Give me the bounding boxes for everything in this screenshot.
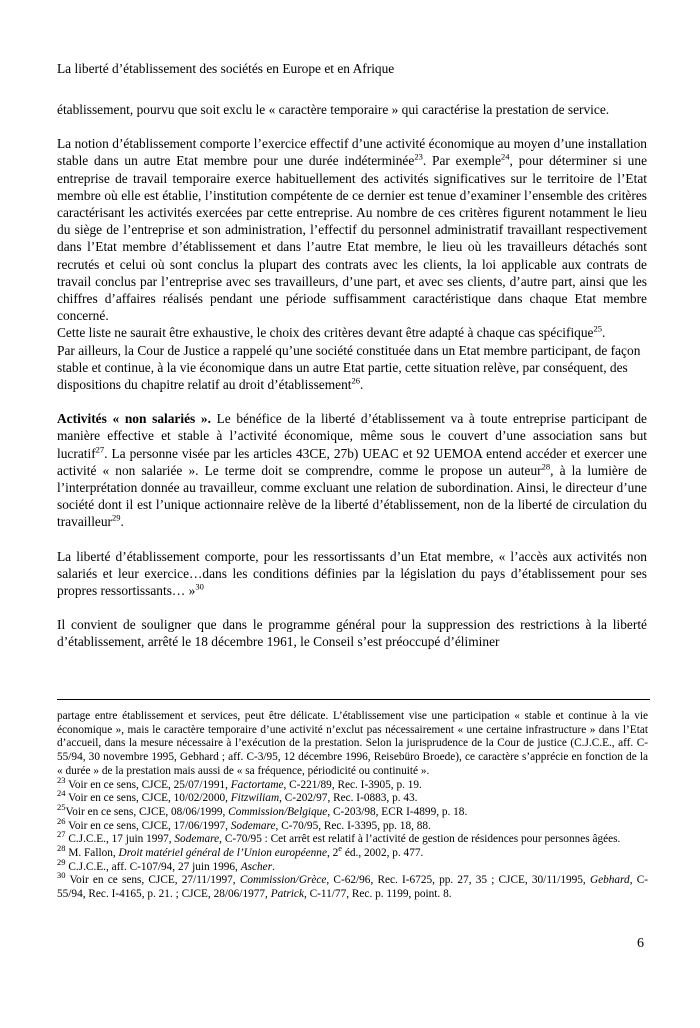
footnote-ref-24[interactable]: 24	[501, 151, 510, 162]
footnote-ref-30[interactable]: 30	[195, 581, 204, 592]
footnote-27: $^{27}$ C.J.C.E., 17 juin 1997, Sodemare, C-70/95 : Cet arrêt est relatif à l’activité de gestion de résidences pour personnes âgées.	[57, 829, 621, 846]
footnote-ref-25[interactable]: 25	[593, 323, 602, 334]
body-text	[57, 101, 647, 651]
section-heading-activites: Activités « non salariés ».	[57, 411, 211, 427]
footnote-ref-29[interactable]: 29	[112, 513, 121, 523]
footnote-ref-28[interactable]: 28	[541, 461, 551, 472]
footnote-23: $^{23}$ Voir en ce sens, CJCE, 25/07/1991, Factortame, C-221/89, Rec. I-3905, p. 19.	[57, 774, 422, 791]
paragraph-7: Il convient de souligner que dans le programme général pour la suppression des restrictions à la liberté d’établissement, arrêté le 18 décembre 1961, le Conseil s’est préoccupé d’éliminer	[57, 617, 647, 650]
footnote-29: $^{29}$ C.J.C.E., aff. C-107/94, 27 juin 1996, Ascher.	[57, 856, 275, 873]
paragraph-1: établissement, pourvu que soit exclu le « caractère temporaire » qui caractérise la prestation de service.	[57, 102, 610, 117]
paragraph-5: Activités « non salariés ». Le bénéfice de la liberté d’établissement va à toute entreprise participant de manière effective et stable à l’activité économique, même sous le couvert d’une association sans but lucratif$^{27}$. La personne visée par les articles 43CE, 27b) UEAC et 92 UEMOA entend accéder et exercer une activité « non salariée ». Le terme doit se comprendre, comme le propose un auteur$^{28}$, à la lumière de l’interprétation donnée au travailleur, comme excluant une relation de subordination. Ainsi, le directeur d’une société dont il est l’unique actionnaire relève de la liberté d’établissement, non de la liberté de circulation du travailleur$^{29}$.	[57, 411, 648, 530]
footnote-26: $^{26}$ Voir en ce sens, CJCE, 17/06/1997, Sodemare, C-70/95, Rec. I-3395, pp. 18, 88.	[57, 815, 431, 832]
page-number: 6	[637, 936, 644, 951]
paragraph-3: Cette liste ne saurait être exhaustive, le choix des critères devant être adapté à chaque cas spécifique$^{25}$.	[57, 323, 606, 341]
footnote-28: $^{28}$ M. Fallon, Droit matériel général de l’Union européenne, 2e éd., 2002, p. 477.	[57, 843, 424, 860]
paragraph-2: La notion d’établissement comporte l’exercice effectif d’une activité économique au moyen d’une installation stable dans un autre Etat membre pour une durée indéterminée$^{23}$. Par exemple$^{24}$, pour déterminer si une entreprise de travail temporaire exerce habituellement des activités significatives sur le territoire de l’Etat membre où elle est établie, l’institution compétente de ce dernier est tenue d’examiner l’ensemble des critères caractérisant les activités exercées par cette entreprise. Au nombre de ces critères figurent notamment le lieu du siège de l’entreprise et son administration, l’effectif du personnel administratif travaillant respectivement dans l’Etat membre d’établissement et dans l’autre Etat membre, le lieu où les travailleurs détachés sont recrutés et celui où sont conclus la plupart des contrats avec les clients, la loi applicable aux contrats de travail conclus par l’entreprise avec ses travailleurs, d’une part, et avec ses clients, d’autre part, ainsi que les chiffres d’affaires réalisés pendant une période suffisamment caractéristique dans chaque Etat membre concerné.	[57, 136, 648, 324]
footnote-25: $^{25}$Voir en ce sens, CJCE, 08/06/1999, Commission/Belgique, C-203/98, ECR I-4899, p. 18.	[57, 802, 468, 818]
footnote-ref-27[interactable]: 27	[95, 444, 105, 455]
footnote-separator	[57, 699, 650, 700]
running-header: La liberté d’établissement des sociétés en Europe et en Afrique	[57, 61, 395, 76]
footnote-ref-26[interactable]: 26	[351, 375, 361, 386]
paragraph-6: La liberté d’établissement comporte, pour les ressortissants d’un Etat membre, « l’accès aux activités non salariés et leur exercice…dans les conditions définies par la législation du pays d’établissement pour ses propres ressortissants… »$^{30}$	[57, 548, 647, 599]
footnote-ref-23[interactable]: 23	[414, 151, 423, 162]
paragraph-4: Par ailleurs, la Cour de Justice a rappelé qu’une société constituée dans un Etat membre participant, de façon stable et continue, à la vie économique dans un autre Etat partie, cette situation relève, par conséquent, des dispositions du chapitre relatif au droit d’établissement$^{26}$.	[57, 342, 641, 393]
footnote-24: $^{24}$ Voir en ce sens, CJCE, 10/02/2000, Fitzwiliam, C-202/97, Rec. I-0883, p. 43.	[57, 788, 418, 805]
footnote-continuation: partage entre établissement et services, peut être délicate. L’établissement vise une participation « stable et continue à la vie économique », mais le caractère temporaire d’une activité n’exclut pas nécessairement « une certaine infrastructure » dans l’Etat d’accueil, dans la mesure nécessaire à l’exécution de la prestation. Selon la jurisprudence de la Cour de justice (C.J.C.E., aff. C-55/94, 30 novembre 1995, Gebhard ; aff. C-3/95, 12 décembre 1996, Reisebüro Broede), ce caractère s’apprécie en fonction de la « durée » de la prestation mais aussi de « sa fréquence, périodicité ou continuité ».	[57, 710, 648, 777]
footnote-30: $^{30}$ Voir en ce sens, CJCE, 27/11/1997, Commission/Grèce, C-62/96, Rec. I-6725, pp. 27, 35 ; CJCE, 30/11/1995, Gebhard, C-55/94, Rec. I-4165, p. 21. ; CJCE, 28/06/1977, Patrick, C-11/77, Rec. p. 1199, point. 8.	[57, 870, 648, 901]
footnotes	[57, 710, 648, 902]
